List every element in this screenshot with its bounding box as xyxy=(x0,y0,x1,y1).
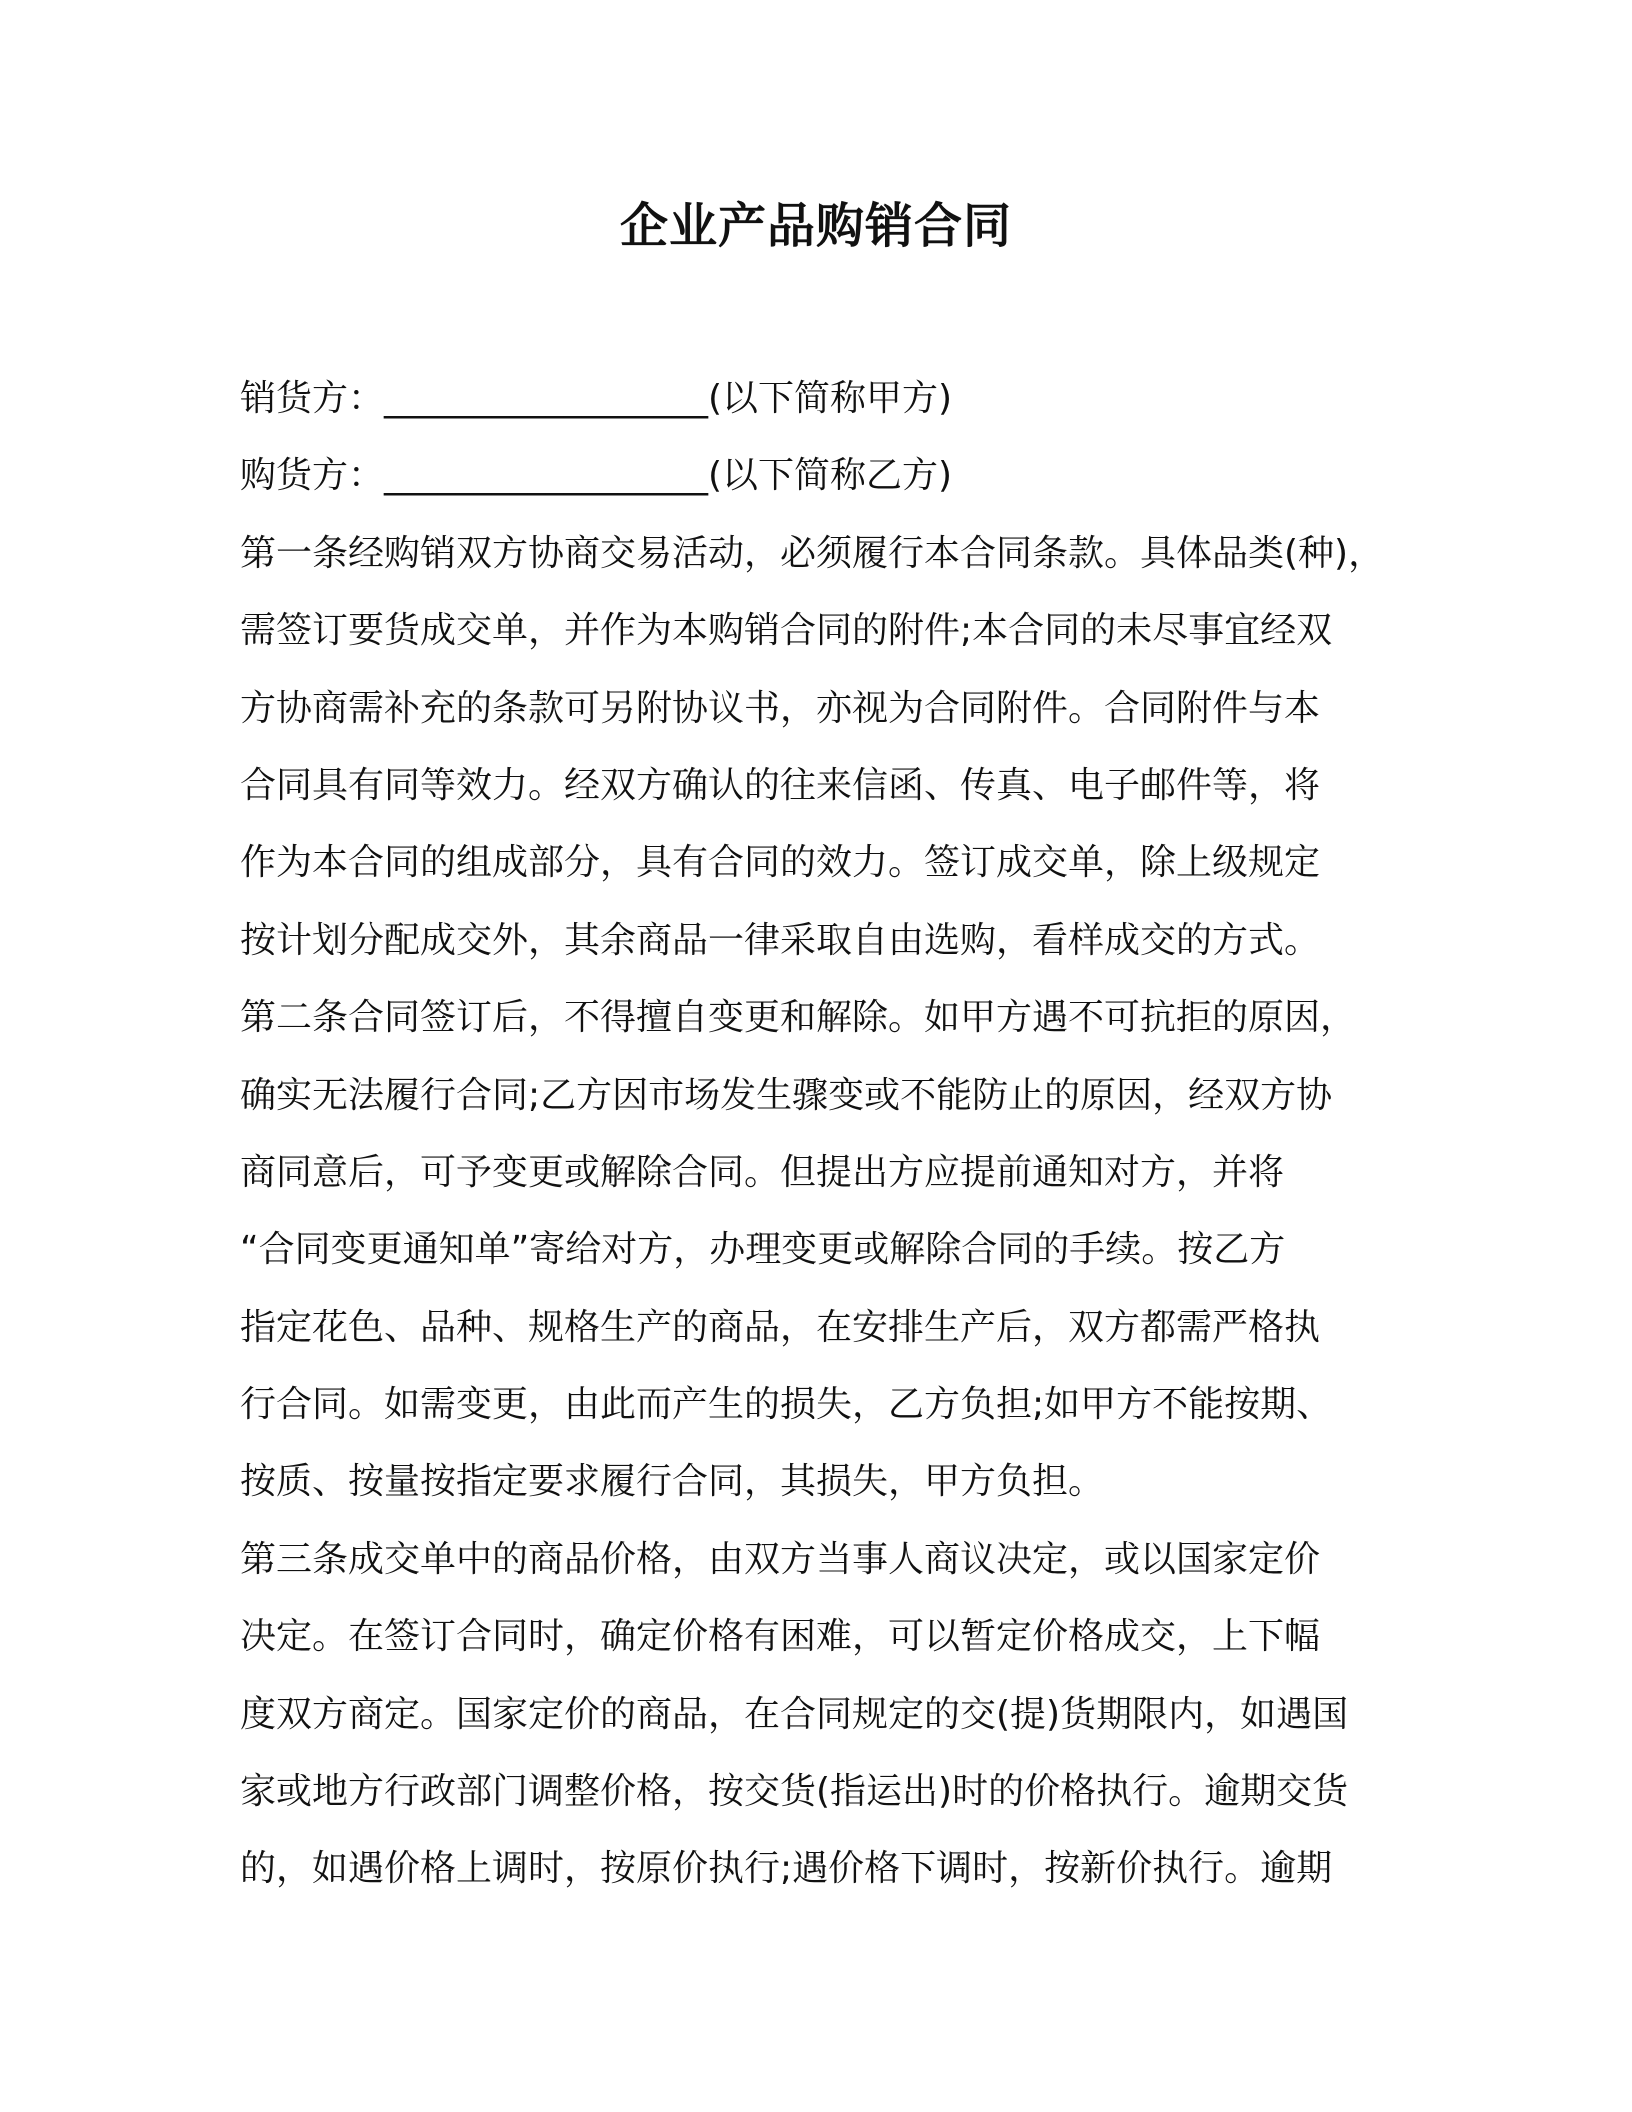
text-line: 第三条成交单中的商品价格，由双方当事人商议决定，或以国家定价 xyxy=(240,1538,1321,1580)
text-line: “合同变更通知单”寄给对方，办理变更或解除合同的手续。按乙方 xyxy=(240,1229,1286,1271)
text-line: 方协商需补充的条款可另附协议书，亦视为合同附件。合同附件与本 xyxy=(240,687,1321,729)
text-line: 的，如遇价格上调时，按原价执行;遇价格下调时，按新价执行。逾期 xyxy=(240,1848,1333,1890)
document-title: 企业产品购销合同 xyxy=(619,198,1012,254)
text-line: 家或地方行政部门调整价格，按交货(指运出)时的价格执行。逾期交货 xyxy=(240,1771,1349,1813)
text-line: 作为本合同的组成部分，具有合同的效力。签订成交单，除上级规定 xyxy=(240,842,1321,884)
text-line: 按质、按量按指定要求履行合同，其损失，甲方负担。 xyxy=(240,1461,1105,1503)
text-line: 行合同。如需变更，由此而产生的损失，乙方负担;如甲方不能按期、 xyxy=(240,1384,1333,1426)
text-line: 度双方商定。国家定价的商品，在合同规定的交(提)货期限内，如遇国 xyxy=(240,1693,1349,1735)
seller-line: 销货方：__________________(以下简称甲方) xyxy=(240,378,953,419)
text-line: 第二条合同签订后，不得擅自变更和解除。如甲方遇不可抗拒的原因， xyxy=(240,997,1357,1039)
text-line: 第一条经购销双方协商交易活动，必须履行本合同条款。具体品类(种)， xyxy=(240,532,1385,574)
text-line: 确实无法履行合同;乙方因市场发生骤变或不能防止的原因，经双方协 xyxy=(240,1074,1333,1116)
buyer-line: 购货方：__________________(以下简称乙方) xyxy=(240,455,953,497)
text-line: 指定花色、品种、规格生产的商品，在安排生产后，双方都需严格执 xyxy=(240,1306,1321,1348)
text-line: 商同意后，可予变更或解除合同。但提出方应提前通知对方，并将 xyxy=(240,1151,1285,1193)
text-line: 需签订要货成交单，并作为本购销合同的附件;本合同的未尽事宜经双 xyxy=(240,610,1333,652)
text-line: 合同具有同等效力。经双方确认的往来信函、传真、电子邮件等，将 xyxy=(240,764,1321,806)
contract-body xyxy=(240,360,1420,1908)
text-line: 决定。在签订合同时，确定价格有困难，可以暂定价格成交，上下幅 xyxy=(240,1616,1321,1658)
text-line: 按计划分配成交外，其余商品一律采取自由选购，看样成交的方式。 xyxy=(240,919,1321,961)
